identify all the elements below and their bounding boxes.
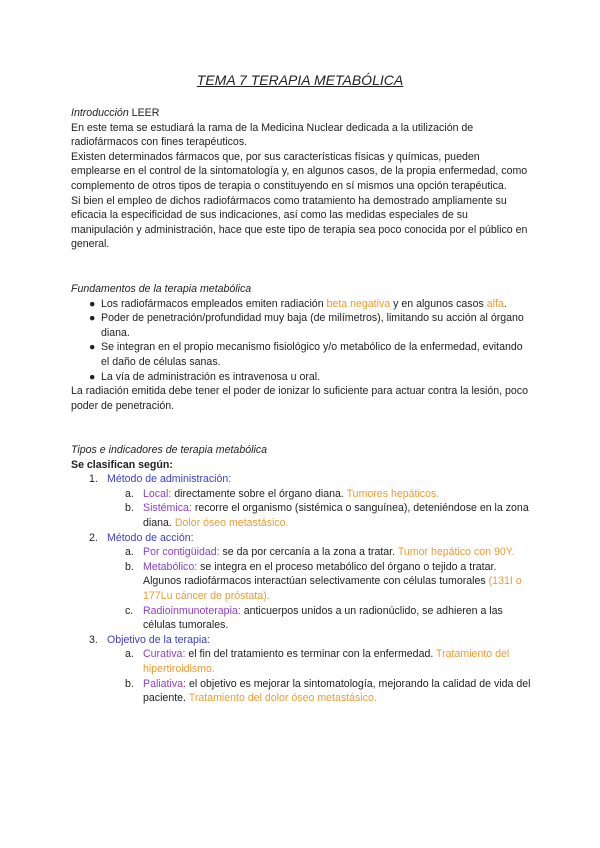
list-item xyxy=(71,370,531,385)
item-letter: a. xyxy=(125,487,134,500)
item-text: y en algunos casos xyxy=(390,297,487,310)
sub-item xyxy=(107,545,531,560)
item-desc: el objetivo es mejorar la sintomatología, mejorando la calidad de vida del paciente. xyxy=(143,677,531,705)
list-item xyxy=(71,472,531,530)
group-label: Método de acción: xyxy=(107,531,194,544)
sub-item xyxy=(107,501,531,530)
bullet-icon: ● xyxy=(89,297,96,310)
sub-item xyxy=(107,677,531,706)
sub-list xyxy=(107,545,531,633)
list-item xyxy=(71,311,531,340)
item-term: Por contigüidad: xyxy=(143,546,220,559)
intro-heading-text: Introducción xyxy=(71,107,129,119)
item-text: Los radiofármacos empleados emiten radiación xyxy=(101,297,327,310)
group-label: Objetivo de la terapia: xyxy=(107,633,211,646)
fundamentos-section xyxy=(71,282,531,413)
sub-item xyxy=(107,487,531,502)
bullet-icon: ● xyxy=(89,341,96,354)
intro-heading xyxy=(71,106,531,121)
item-example: Tumores hepáticos. xyxy=(346,487,440,500)
item-number: 2. xyxy=(89,531,98,544)
group-label: Método de administración: xyxy=(107,473,232,486)
intro-paragraph-2: Existen determinados fármacos que, por sus características físicas y químicas, pueden emplearse en el control de la sintomatología y, en algunos casos, de la propia enfermedad, como complemento de otros tipos de terapia o constituyendo en sí mismos una opción terapéutica. xyxy=(71,150,528,192)
intro-paragraph-3: Si bien el empleo de dichos radiofármacos como tratamiento ha demostrado ampliamente su eficacia la especificidad de sus indicaciones, así como las medidas especiales de su manipulación y administración, hace que este tipo de terapia sea poco conocida por el público en general. xyxy=(71,194,528,251)
item-term: Paliativa: xyxy=(143,677,186,690)
item-desc: se da por cercanía a la zona a tratar. xyxy=(219,546,398,559)
list-item xyxy=(71,531,531,633)
item-example: Tratamiento del hipertiroidismo. xyxy=(143,648,510,675)
item-desc: anticuerpos unidos a un radionúclido, se adhieren a las células tumorales. xyxy=(143,604,503,632)
list-item xyxy=(71,297,531,312)
item-text: . xyxy=(503,297,507,310)
item-letter: b. xyxy=(125,502,134,515)
item-term: Local: xyxy=(143,487,172,500)
item-example: Dolor óseo metastásico. xyxy=(174,516,289,529)
item-example: Tratamiento del dolor óseo metastásico. xyxy=(188,692,377,705)
item-desc: directamente sobre el órgano diana. xyxy=(171,487,347,500)
list-item xyxy=(71,633,531,706)
fundamentos-list xyxy=(71,297,531,385)
item-letter: a. xyxy=(125,648,134,661)
item-example: (131I o 177Lu cáncer de próstata). xyxy=(143,575,522,602)
item-term: Metabólico: xyxy=(143,560,198,573)
tipos-list xyxy=(71,472,531,706)
fundamentos-heading: Fundamentos de la terapia metabólica xyxy=(71,283,252,295)
tipos-subheading: Se clasifican según: xyxy=(71,458,173,471)
bullet-icon: ● xyxy=(89,312,96,325)
item-term: Sistémica: xyxy=(143,502,192,515)
sub-item xyxy=(107,604,531,633)
sub-list xyxy=(107,647,531,705)
beta-term: beta negativa xyxy=(326,297,391,310)
item-term: Radioinmunoterapia: xyxy=(143,604,241,617)
item-text: Poder de penetración/profundidad muy baja (de milímetros), limitando su acción al órgano diana. xyxy=(101,312,524,339)
item-text: La vía de administración es intravenosa u oral. xyxy=(101,370,321,383)
item-example: Tumor hepático con 90Y. xyxy=(397,546,515,559)
item-desc: el fin del tratamiento es terminar con la enfermedad. xyxy=(185,648,437,661)
tipos-heading: Tipos e indicadores de terapia metabólica xyxy=(71,444,268,456)
bullet-icon: ● xyxy=(89,370,96,383)
page-title: TEMA 7 TERAPIA METABÓLICA xyxy=(196,72,404,88)
item-desc: se integra en el proceso metabólico del órgano o tejido a tratar. Algunos radiofármacos interactúan selectivamente con células tumorales xyxy=(143,560,497,588)
alfa-term: alfa xyxy=(486,297,504,310)
item-text: Se integran en el propio mecanismo fisiológico y/o metabólico de la enfermedad, evitando el daño de células sanas. xyxy=(101,341,523,368)
intro-section xyxy=(71,106,531,252)
tipos-section xyxy=(71,443,531,706)
item-letter: a. xyxy=(125,546,134,559)
sub-item xyxy=(107,560,531,604)
item-letter: c. xyxy=(125,604,134,617)
item-letter: b. xyxy=(125,560,134,573)
sub-item xyxy=(107,647,531,676)
sub-list xyxy=(107,487,531,531)
item-number: 1. xyxy=(89,473,98,486)
fundamentos-closing: La radiación emitida debe tener el poder de ionizar lo suficiente para actuar contra la lesión, poco poder de penetración. xyxy=(71,385,528,412)
item-desc: recorre el organismo (sistémica o sanguínea), deteniéndose en la zona diana. xyxy=(143,502,529,529)
item-letter: b. xyxy=(125,677,134,690)
intro-heading-suffix: LEER xyxy=(131,107,160,119)
item-number: 3. xyxy=(89,633,98,646)
intro-paragraph-1: En este tema se estudiará la rama de la Medicina Nuclear dedicada a la utilización de radiofármacos con fines terapéuticos. xyxy=(71,121,474,149)
list-item xyxy=(71,340,531,369)
item-term: Curativa: xyxy=(143,648,186,661)
